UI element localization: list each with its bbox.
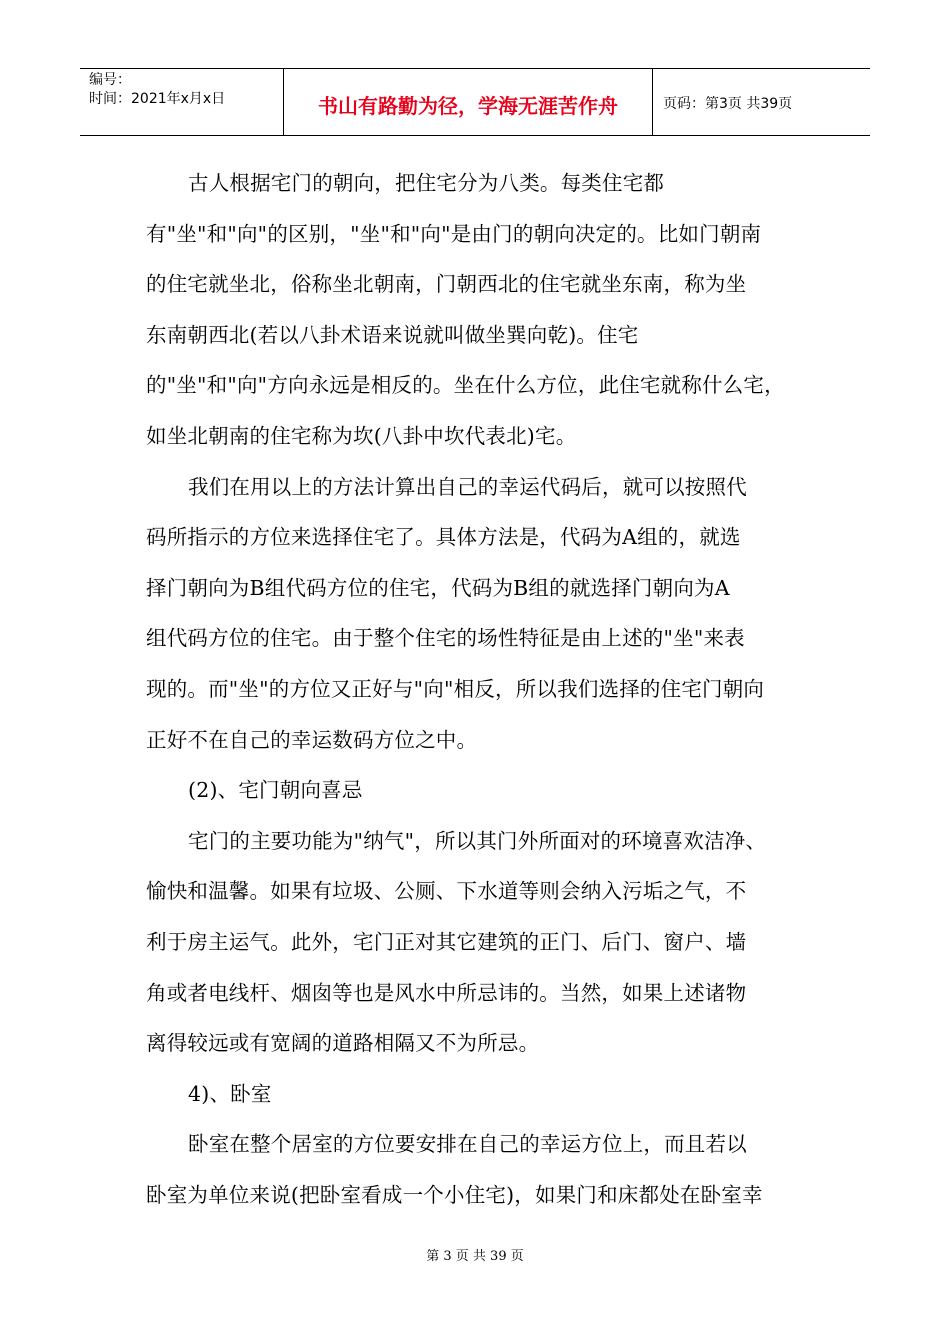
text-line: 愉快和温馨。如果有垃圾、公厕、下水道等则会纳入污垢之气，不 [146, 879, 747, 904]
text-line: 角或者电线杆、烟囱等也是风水中所忌讳的。当然，如果上述诸物 [146, 980, 747, 1005]
text-line: 离得较远或有宽阔的道路相隔又不为所忌。 [146, 1031, 540, 1056]
text-line: 正好不在自己的幸运数码方位之中。 [146, 727, 478, 752]
text-line: 的住宅就坐北，俗称坐北朝南，门朝西北的住宅就坐东南，称为坐 [146, 272, 747, 297]
document-body [146, 158, 826, 1220]
text-line: 宅门的主要功能为"纳气"，所以其门外所面对的环境喜欢洁净、 [188, 828, 767, 853]
text-line: 4)、卧室 [188, 1081, 272, 1106]
page-header [80, 68, 870, 136]
text-line: 我们在用以上的方法计算出自己的幸运代码后，就可以按照代 [188, 474, 747, 499]
header-page-info: 页码：第3页 共39页 [663, 96, 793, 112]
text-line: 卧室为单位来说(把卧室看成一个小住宅)，如果门和床都处在卧室幸 [146, 1182, 763, 1207]
text-line: 古人根据宅门的朝向，把住宅分为八类。每类住宅都 [188, 171, 665, 195]
text-line: 码所指示的方位来选择住宅了。具体方法是，代码为A组的，就选 [146, 525, 741, 550]
text-line: 的"坐"和"向"方向永远是相反的。坐在什么方位，此住宅就称什么宅， [146, 373, 785, 398]
header-meta [80, 69, 283, 135]
text-line: 现的。而"坐"的方位又正好与"向"相反，所以我们选择的住宅门朝向 [146, 676, 765, 701]
text-line: 如坐北朝南的住宅称为坎(八卦中坎代表北)宅。 [146, 423, 577, 448]
document-number-label: 编号： [89, 72, 131, 88]
text-line: 择门朝向为B组代码方位的住宅，代码为B组的就选择门朝向为A [146, 575, 730, 600]
text-line: 组代码方位的住宅。由于整个住宅的场性特征是由上述的"坐"来表 [146, 626, 745, 651]
text-line: (2)、宅门朝向喜忌 [188, 778, 363, 803]
page-footer: 第 3 页 共 39 页 [426, 1249, 524, 1264]
text-line: 利于房主运气。此外，宅门正对其它建筑的正门、后门、窗户、墙 [146, 929, 747, 954]
text-line: 有"坐"和"向"的区别，"坐"和"向"是由门的朝向决定的。比如门朝南 [146, 221, 762, 246]
text-line: 东南朝西北(若以八卦术语来说就叫做坐巽向乾)。住宅 [146, 322, 639, 347]
text-line: 卧室在整个居室的方位要安排在自己的幸运方位上，而且若以 [188, 1132, 747, 1157]
document-time-label: 时间：2021年x月x日 [89, 91, 226, 107]
header-motto: 书山有路勤为径，学海无涯苦作舟 [283, 69, 653, 135]
